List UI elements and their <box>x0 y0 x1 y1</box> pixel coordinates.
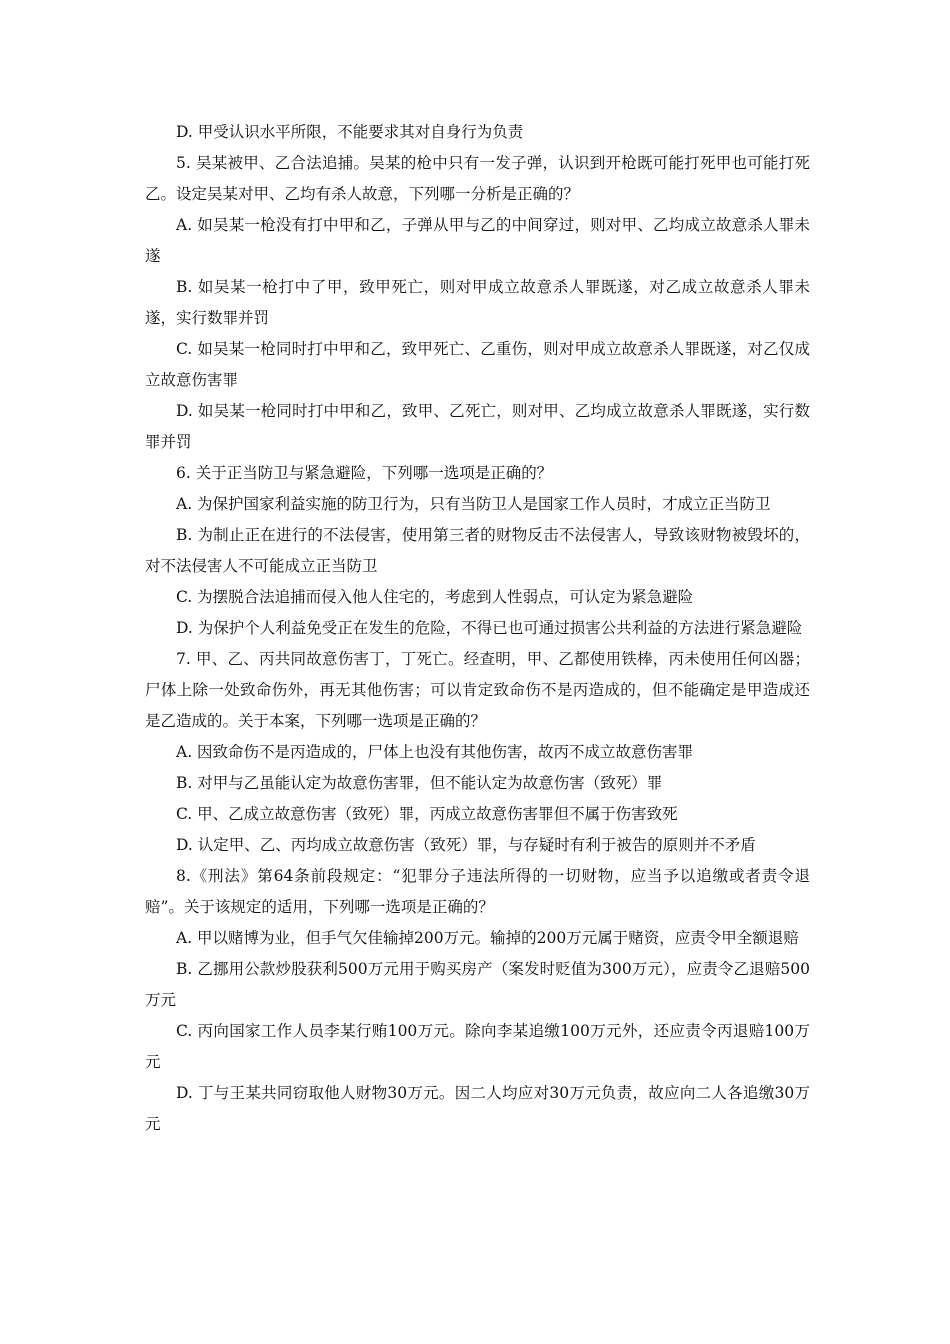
option-a-q8: A. 甲以赌博为业，但手气欠佳输掉200万元。输掉的200万元属于赌资，应责令甲全额退赔 <box>176 929 799 947</box>
question-5: 5. 吴某被甲、乙合法追捕。吴某的枪中只有一发子弹，认识到开枪既可能打死甲也可能打死乙。设定吴某对甲、乙均有杀人故意，下列哪一分析是正确的？ <box>145 154 810 203</box>
option-d-q5: D. 如吴某一枪同时打中甲和乙，致甲、乙死亡，则对甲、乙均成立故意杀人罪既遂，实行数罪并罚 <box>145 402 810 451</box>
option-c-q8: C. 丙向国家工作人员李某行贿100万元。除向李某追缴100万元外，还应责令丙退赔100万元 <box>145 1022 810 1071</box>
option-a-q5: A. 如吴某一枪没有打中甲和乙，子弹从甲与乙的中间穿过，则对甲、乙均成立故意杀人罪未遂 <box>145 216 810 265</box>
option-c-q6: C. 为摆脱合法追捕而侵入他人住宅的，考虑到人性弱点，可认定为紧急避险 <box>176 588 694 606</box>
document-body <box>145 117 810 1140</box>
option-c-q7: C. 甲、乙成立故意伤害（致死）罪，丙成立故意伤害罪但不属于伤害致死 <box>176 805 678 823</box>
option-d-q8: D. 丁与王某共同窃取他人财物30万元。因二人均应对30万元负责，故应向二人各追缴30万元 <box>145 1084 810 1133</box>
option-c-q5: C. 如吴某一枪同时打中甲和乙，致甲死亡、乙重伤，则对甲成立故意杀人罪既遂，对乙仅成立故意伤害罪 <box>145 340 810 389</box>
option-b-q6: B. 为制止正在进行的不法侵害，使用第三者的财物反击不法侵害人，导致该财物被毁坏的，对不法侵害人不可能成立正当防卫 <box>145 526 810 575</box>
option-a-q7: A. 因致命伤不是丙造成的，尸体上也没有其他伤害，故丙不成立故意伤害罪 <box>176 743 694 761</box>
option-d-q4: D. 甲受认识水平所限，不能要求其对自身行为负责 <box>176 123 524 141</box>
question-8: 8.《刑法》第64条前段规定：“犯罪分子违法所得的一切财物，应当予以追缴或者责令退赔”。关于该规定的适用，下列哪一选项是正确的？ <box>145 867 810 916</box>
question-6: 6. 关于正当防卫与紧急避险，下列哪一选项是正确的？ <box>176 464 553 482</box>
option-b-q7: B. 对甲与乙虽能认定为故意伤害罪，但不能认定为故意伤害（致死）罪 <box>176 774 663 792</box>
option-b-q5: B. 如吴某一枪打中了甲，致甲死亡，则对甲成立故意杀人罪既遂，对乙成立故意杀人罪未遂，实行数罪并罚 <box>145 278 810 327</box>
option-b-q8: B. 乙挪用公款炒股获利500万元用于购买房产（案发时贬值为300万元），应责令乙退赔500万元 <box>145 960 810 1009</box>
option-d-q7: D. 认定甲、乙、丙均成立故意伤害（致死）罪，与存疑时有利于被告的原则并不矛盾 <box>176 836 756 854</box>
option-d-q6: D. 为保护个人利益免受正在发生的危险，不得已也可通过损害公共利益的方法进行紧急避险 <box>176 619 803 637</box>
question-7: 7. 甲、乙、丙共同故意伤害丁，丁死亡。经查明，甲、乙都使用铁棒，丙未使用任何凶器；尸体上除一处致命伤外，再无其他伤害；可以肯定致命伤不是丙造成的，但不能确定是甲造成还是乙造成的。关于本案，下列哪一选项是正确的？ <box>145 650 810 730</box>
option-a-q6: A. 为保护国家利益实施的防卫行为，只有当防卫人是国家工作人员时，才成立正当防卫 <box>176 495 771 513</box>
